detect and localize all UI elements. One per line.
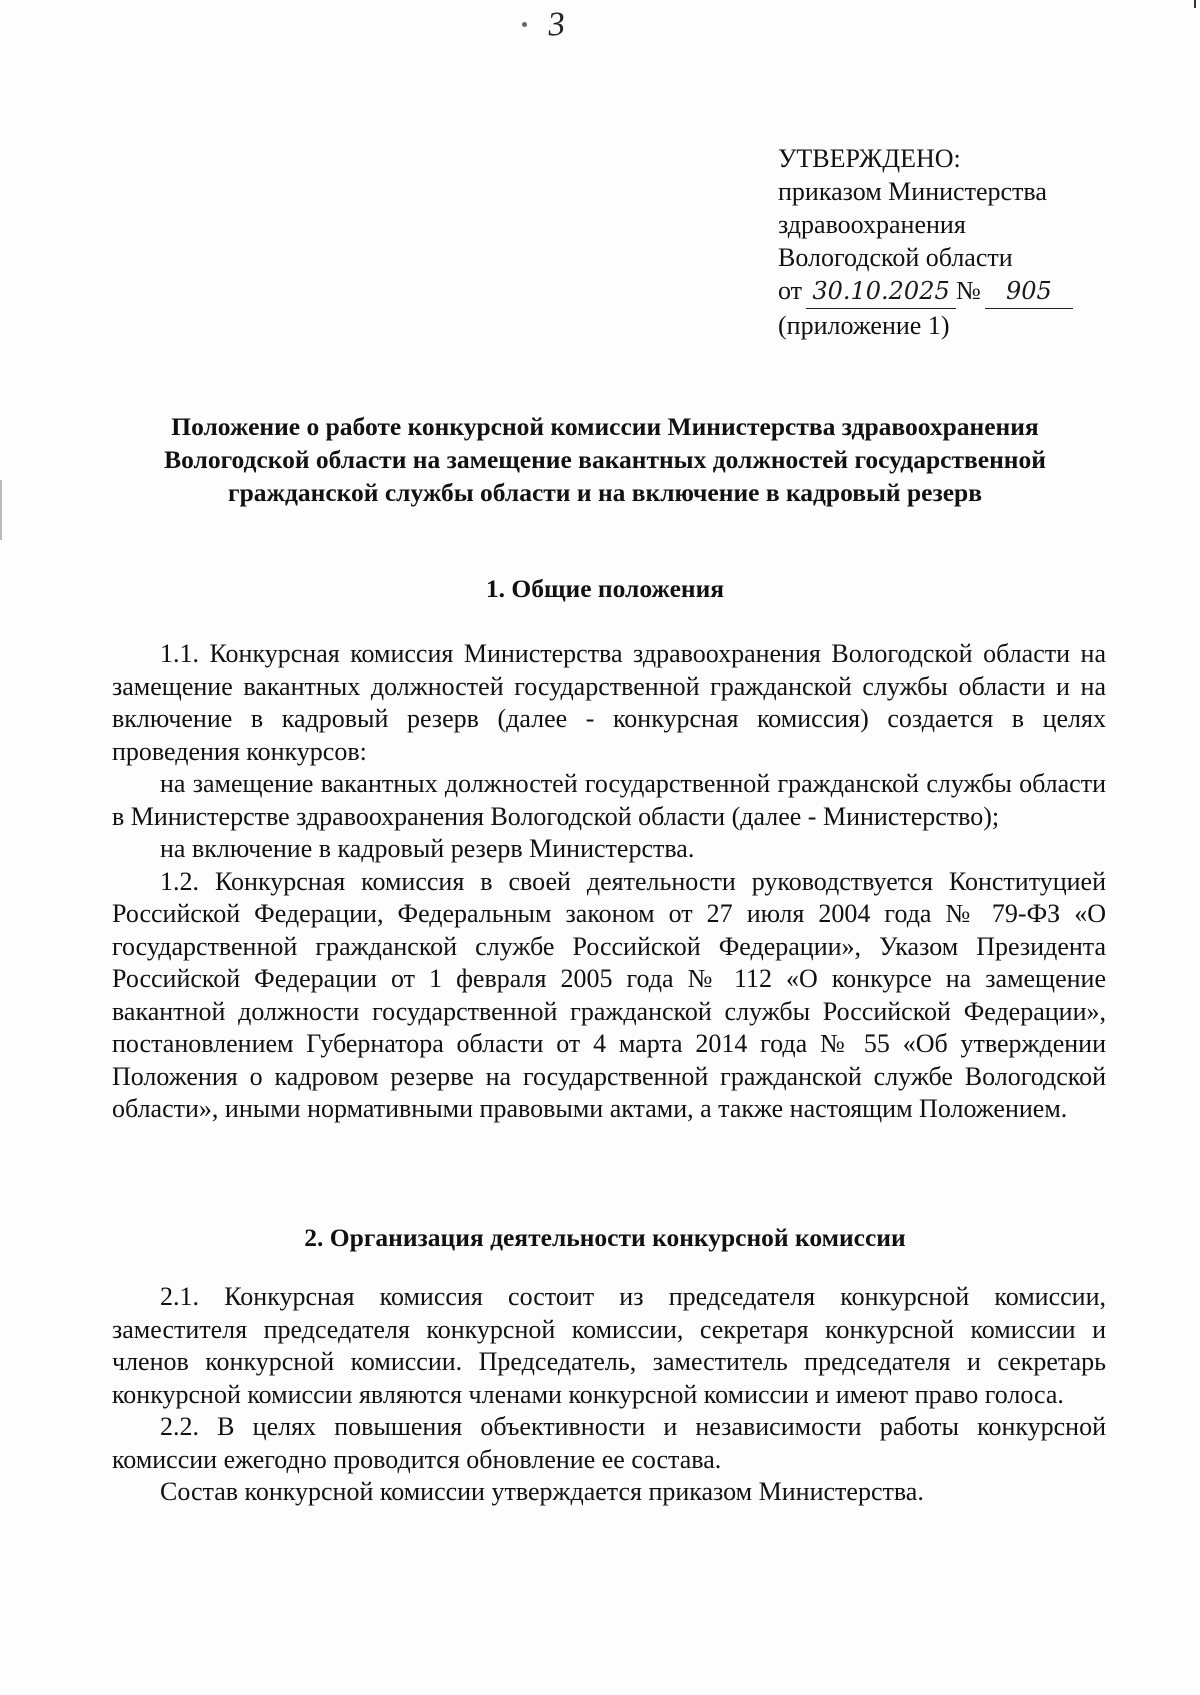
handwritten-date: 30.10.2025 — [806, 275, 956, 309]
approval-ministry-line: здравоохранения — [778, 210, 966, 239]
scan-edge-mark — [1194, 0, 1196, 8]
approval-label: УТВЕРЖДЕНО: — [778, 144, 961, 173]
paragraph-2-2-composition: Состав конкурсной комиссии утверждается приказом Министерства. — [160, 1477, 924, 1506]
paragraph-2-1: 2.1. Конкурсная комиссия состоит из председателя конкурсной комиссии, заместителя председателя конкурсной комиссии, секретаря конкурсной комиссии и членов конкурсной комиссии. Председатель, заместитель председателя и секретарь конкурсной комиссии являются членами конкурсной комиссии и имеют право голоса. — [112, 1282, 1106, 1409]
paragraph-1-1: 1.1. Конкурсная комиссия Министерства здравоохранения Вологодской области на замещение вакантных должностей государственной гражданской службы области и на включение в кадровый резерв (далее - конкурсная комиссия) создается в целях проведения конкурсов: — [112, 639, 1106, 766]
paragraph-1-2: 1.2. Конкурсная комиссия в своей деятельности руководствуется Конституцией Российской Федерации, Федеральным законом от 27 июля 2004 года № 79-ФЗ «О государственной гражданской службе Российской Федерации», Указом Президента Российской Федерации от 1 февраля 2005 года № 112 «О конкурсе на замещение вакантной должности государственной гражданской службы Российской Федерации», постановлением Губернатора области от 4 марта 2014 года № 55 «Об утверждении Положения о кадровом резерве на государственной гражданской службе Вологодской области», иными нормативными правовыми актами, а также настоящим Положением. — [112, 866, 1106, 1123]
title-line: Положение о работе конкурсной комиссии Министерства здравоохранения — [171, 412, 1039, 441]
section-2-heading: 2. Организация деятельности конкурсной комиссии — [304, 1223, 906, 1252]
date-prefix: от — [778, 276, 803, 305]
number-prefix: № — [956, 276, 981, 305]
title-line: Вологодской области на замещение вакантных должностей государственной — [164, 445, 1046, 474]
approval-order-line: приказом Министерства — [778, 177, 1047, 206]
handwritten-order-number: 905 — [985, 275, 1073, 309]
title-line: гражданской службы области и на включение в кадровый резерв — [227, 478, 982, 507]
section-1-heading: 1. Общие положения — [485, 574, 725, 603]
section-2-body — [112, 1281, 1106, 1509]
scan-dot — [522, 22, 527, 27]
scan-edge-mark — [0, 480, 2, 540]
approval-appendix: (приложение 1) — [778, 311, 950, 340]
approval-region-line: Вологодской области — [778, 243, 1013, 272]
paragraph-2-2: 2.2. В целях повышения объективности и независимости работы конкурсной комиссии ежегодно проводится обновление ее состава. — [112, 1412, 1106, 1474]
section-1-body — [112, 638, 1106, 1126]
handwritten-page-number: 3 — [546, 5, 567, 44]
paragraph-1-1-item-b: на включение в кадровый резерв Министерства. — [160, 834, 695, 863]
approval-date-number-line — [778, 274, 1108, 309]
approval-stamp-block — [778, 142, 1108, 342]
document-title — [110, 410, 1100, 509]
paragraph-1-1-item-a: на замещение вакантных должностей государственной гражданской службы области в Министерстве здравоохранения Вологодской области (далее - Министерство); — [112, 769, 1106, 831]
